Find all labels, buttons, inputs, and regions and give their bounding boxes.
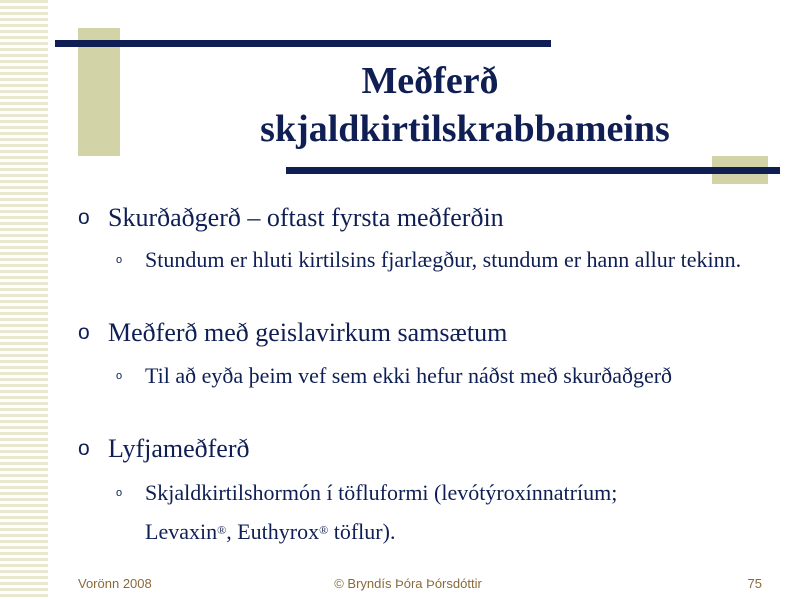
decorative-block (78, 28, 120, 156)
sub-bullet-text: Stundum er hluti kirtilsins fjarlægður, stundum er hann allur tekinn. (145, 247, 742, 272)
footer-center: © Bryndís Þóra Þórsdóttir (334, 576, 482, 591)
sub-bullet-icon: o (116, 254, 123, 266)
decorative-bar (55, 40, 551, 47)
bullet-text: Skurðaðgerð – oftast fyrsta meðferðin (108, 203, 504, 232)
sub-bullet-item (116, 476, 765, 510)
decorative-bar (286, 167, 780, 174)
bullet-item (78, 434, 250, 464)
sub-bullet-item (116, 243, 765, 277)
sub-bullet-text: Til að eyða þeim vef sem ekki hefur náðst með skurðaðgerð (145, 363, 673, 388)
bullet-item (78, 318, 507, 348)
slide-title-line2: skjaldkirtilskrabbameins (260, 108, 670, 150)
drug-name-euthyrox: , Euthyrox (226, 519, 320, 544)
bullet-item (78, 203, 504, 233)
bullet-icon: o (78, 206, 90, 229)
bullet-text: Meðferð með geislavirkum samsætum (108, 318, 508, 347)
slide-title-line1: Meðferð (361, 60, 499, 102)
sub-bullet-icon: o (116, 370, 123, 382)
bullet-icon: o (78, 437, 90, 460)
bullet-text: Lyfjameðferð (108, 434, 250, 463)
sub-bullet-icon: o (116, 487, 123, 499)
footer-left: Vorönn 2008 (78, 576, 152, 591)
sub-bullet-continuation (116, 515, 765, 549)
registered-mark: ® (319, 523, 329, 537)
drug-name-levaxin: Levaxin (145, 519, 218, 544)
sub-bullet-item (116, 359, 685, 393)
decorative-stripes (0, 0, 48, 600)
sub-bullet-text-end: töflur). (328, 519, 396, 544)
footer-page-number: 75 (747, 576, 762, 591)
registered-mark: ® (217, 523, 227, 537)
bullet-icon: o (78, 321, 90, 344)
sub-bullet-text-line1: Skjaldkirtilshormón í töfluformi (levótýroxínnatríum; (145, 480, 618, 505)
